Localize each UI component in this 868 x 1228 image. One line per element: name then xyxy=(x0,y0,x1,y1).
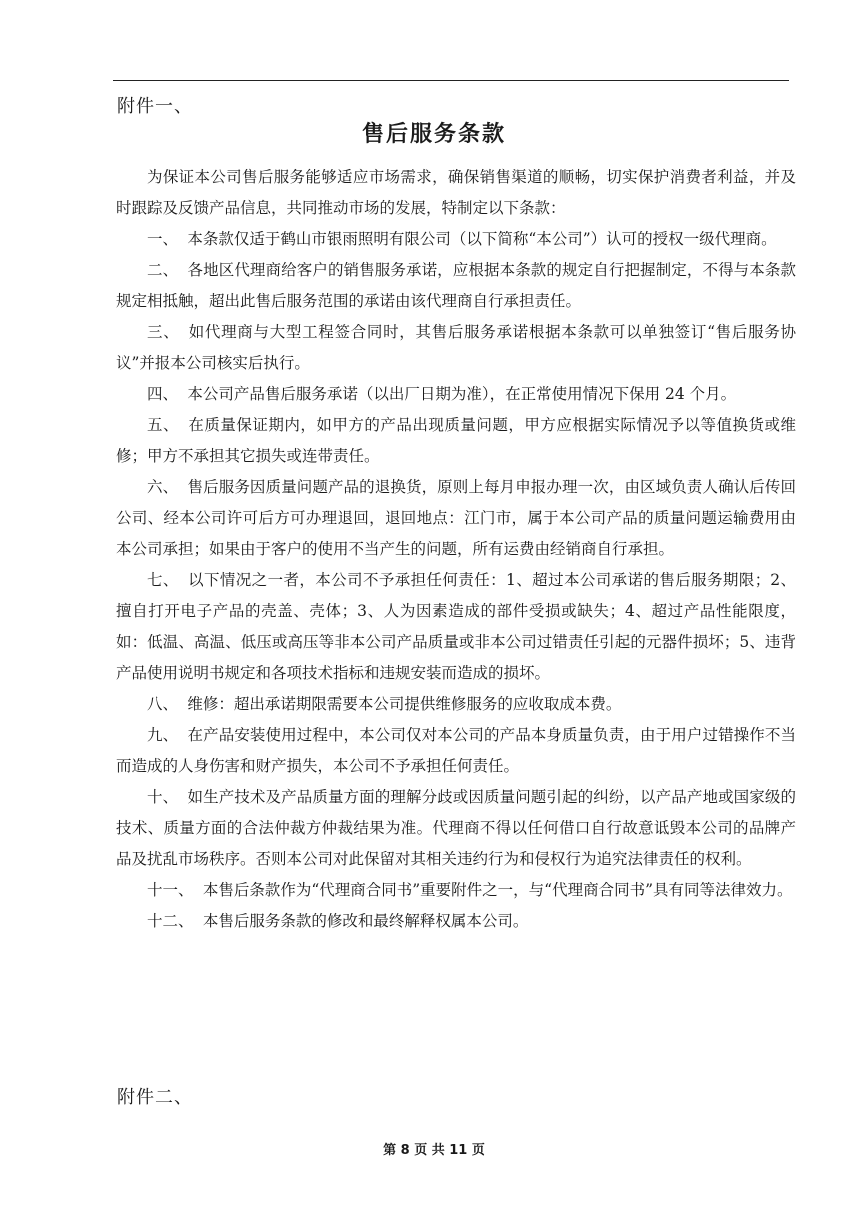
attachment-1-label: 附件一、 xyxy=(117,96,193,117)
page-number-footer: 第 8 页 共 11 页 xyxy=(383,1143,485,1158)
clause-5: 五、 在质量保证期内，如甲方的产品出现质量问题，甲方应根据实际情况予以等值换货或维修；甲方不承担其它损失或连带责任。 xyxy=(116,416,796,465)
clause-8: 八、 维修：超出承诺期限需要本公司提供维修服务的应收取成本费。 xyxy=(147,695,622,713)
page-title: 售后服务条款 xyxy=(361,122,506,147)
clause-10: 十、 如生产技术及产品质量方面的理解分歧或因质量问题引起的纠纷，以产品产地或国家级的技术、质量方面的合法仲裁方仲裁结果为准。代理商不得以任何借口自行故意诋毁本公司的品牌产品及扰乱市场秩序。否则本公司对此保留对其相关违约行为和侵权行为追究法律责任的权利。 xyxy=(116,788,796,868)
clause-12: 十二、 本售后服务条款的修改和最终解释权属本公司。 xyxy=(147,912,529,930)
clause-2: 二、 各地区代理商给客户的销售服务承诺，应根据本条款的规定自行把握制定，不得与本条款规定相抵触，超出此售后服务范围的承诺由该代理商自行承担责任。 xyxy=(116,261,796,310)
clause-9: 九、 在产品安装使用过程中，本公司仅对本公司的产品本身质量负责，由于用户过错操作不当而造成的人身伤害和财产损失，本公司不予承担任何责任。 xyxy=(116,726,796,775)
clause-6: 六、 售后服务因质量问题产品的退换货，原则上每月申报办理一次，由区域负责人确认后传回公司、经本公司许可后方可办理退回，退回地点：江门市，属于本公司产品的质量问题运输费用由本公司承担；如果由于客户的使用不当产生的问题，所有运费由经销商自行承担。 xyxy=(116,478,796,558)
header-rule xyxy=(113,80,789,81)
intro-paragraph: 为保证本公司售后服务能够适应市场需求，确保销售渠道的顺畅，切实保护消费者利益，并及时跟踪及反馈产品信息，共同推动市场的发展，特制定以下条款： xyxy=(116,168,796,217)
clause-1: 一、 本条款仅适于鹤山市银雨照明有限公司（以下简称“本公司”）认可的授权一级代理商。 xyxy=(147,230,777,248)
attachment-2-label: 附件二、 xyxy=(117,1087,193,1108)
clause-7: 七、 以下情况之一者，本公司不予承担任何责任：1、超过本公司承诺的售后服务期限；2、擅自打开电子产品的壳盖、壳体；3、人为因素造成的部件受损或缺失；4、超过产品性能限度，如：低温、高温、低压或高压等非本公司产品质量或非本公司过错责任引起的元器件损坏；5、违背产品使用说明书规定和各项技术指标和违规安装而造成的损坏。 xyxy=(116,571,796,682)
clause-4: 四、 本公司产品售后服务承诺（以出厂日期为准），在正常使用情况下保用 24 个月。 xyxy=(147,385,737,403)
clause-11: 十一、 本售后条款作为“代理商合同书”重要附件之一，与“代理商合同书”具有同等法律效力。 xyxy=(147,881,793,899)
clauses-body xyxy=(116,162,796,937)
clause-3: 三、 如代理商与大型工程签合同时，其售后服务承诺根据本条款可以单独签订“售后服务协议”并报本公司核实后执行。 xyxy=(116,323,796,372)
